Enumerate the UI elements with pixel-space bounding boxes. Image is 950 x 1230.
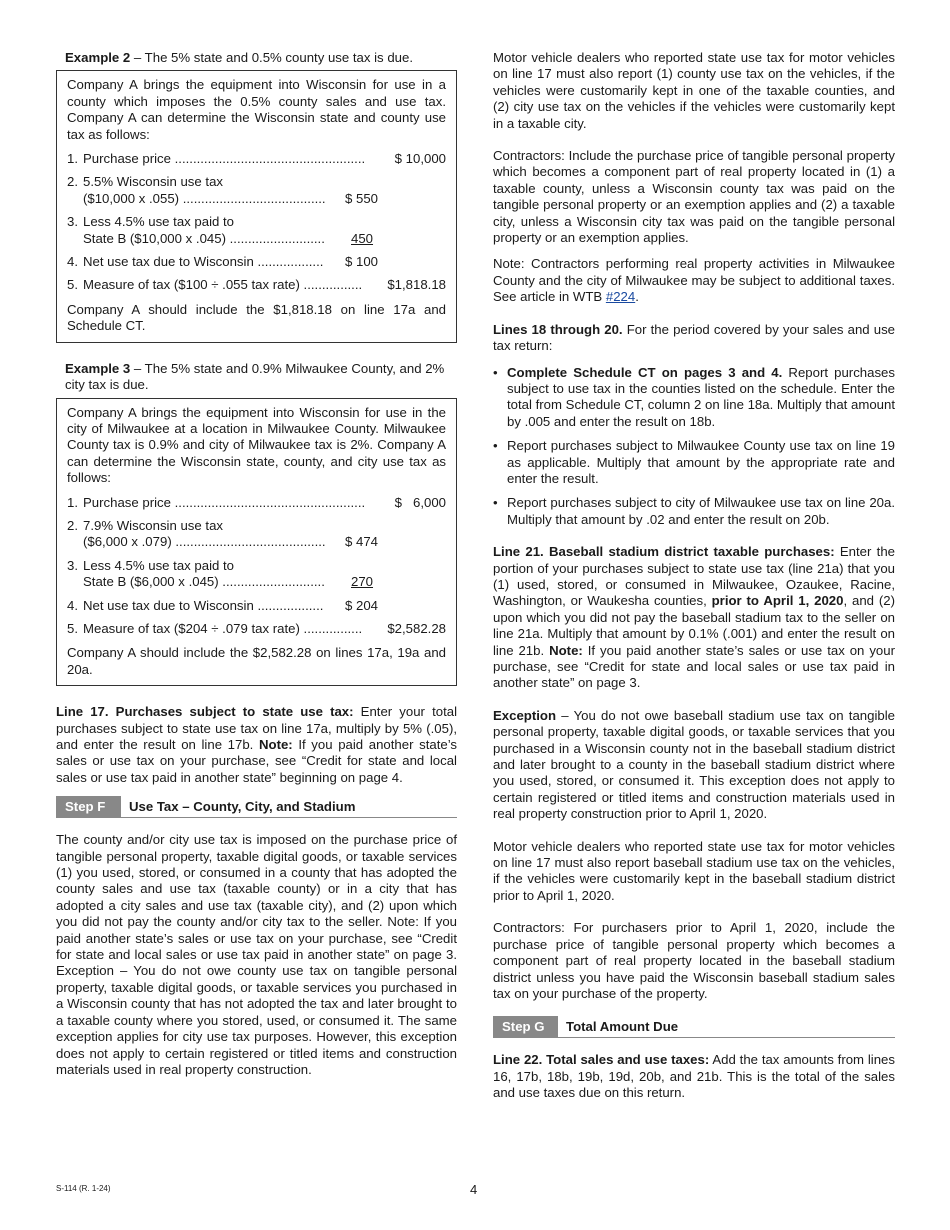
- contractors-note-paragraph: Note: Contractors performing real property activities in Milwaukee County and the city of Milwaukee may be subject to additional taxes. See article in WTB #224.: [493, 256, 895, 305]
- example-2-closing: Company A should include the $1,818.18 on line 17a and Schedule CT.: [67, 301, 446, 334]
- example-2-item-1: 1. Purchase price .................................................... $ 10,000: [67, 151, 446, 167]
- line-22-paragraph: Line 22. Total sales and use taxes: Add the tax amounts from lines 16, 17b, 18b, 19b, 19d, 20b, and 21b. This is the total of the sales and use taxes due on this return.: [493, 1052, 895, 1101]
- contractors-paragraph: Contractors: Include the purchase price of tangible personal property which becomes a component part of real property located in (1) a taxable county, unless a Wisconsin county tax was paid on the tangible personal property or an exemption applies and (2) a taxable city, unless a Wisconsin city tax was paid on the tangible personal property or an exemption applies.: [493, 148, 895, 246]
- form-number: S-114 (R. 1-24): [56, 1184, 111, 1193]
- line-17-paragraph: Line 17. Purchases subject to state use tax: Enter your total purchases subject to state use tax on line 17a, multiply by 5% (.05), and enter the result on line 17b. Note: If you paid another state’s sales or use tax on your purchase, see “Credit for state and local sales or use tax paid in another state” beginning on page 4.: [56, 704, 458, 785]
- lines-18-20-paragraph: Lines 18 through 20. For the period covered by your sales and use tax return:: [493, 321, 895, 354]
- step-g-tag: Step G: [493, 1016, 558, 1037]
- step-f-title: Use Tax – County, City, and Stadium: [121, 796, 355, 817]
- list-item: • Report purchases subject to Milwaukee County use tax on line 19 as applicable. Multiply that amount by the appropriate rate and enter the result.: [493, 438, 895, 487]
- example-3-intro: Company A brings the equipment into Wisconsin for use in the city of Milwaukee at a location in Milwaukee County. Milwaukee County tax is 0.9% and city of Milwaukee tax is 2%. Company A can determine the Wisconsin state, county, and city use tax as follows:: [67, 404, 446, 486]
- example-2-item-4: 4. Net use tax due to Wisconsin .................. $ 100: [67, 254, 379, 270]
- wtb-224-link[interactable]: #224: [605, 289, 636, 305]
- example-3-item-5: 5. Measure of tax ($204 ÷ .079 tax rate) ................ $2,582.28: [67, 620, 446, 636]
- example-3-box: [56, 398, 457, 687]
- left-column: [56, 50, 457, 1078]
- example-2-item-5: 5. Measure of tax ($100 ÷ .055 tax rate) ................ $1,818.18: [67, 277, 446, 293]
- step-f-header: [56, 796, 457, 818]
- step-g-header: [493, 1016, 895, 1038]
- example-2-item-2: 2. 5.5% Wisconsin use tax ($10,000 x .055) ....................................... $ 550: [67, 174, 379, 206]
- list-item: • Complete Schedule CT on pages 3 and 4. Report purchases subject to use tax in the counties listed on the schedule. Enter the total from Schedule CT, column 2 on line 18a. Multiply that amount by .005 and enter the result on 18b.: [493, 365, 895, 431]
- example-3-heading: Example 3 – The 5% state and 0.9% Milwaukee County, and 2% city tax is due.: [65, 360, 445, 393]
- example-3-item-3: 3. Less 4.5% use tax paid to State B ($6,000 x .045) ............................ 270: [67, 557, 374, 590]
- list-item: • Report purchases subject to city of Milwaukee use tax on line 20a. Multiply that amount by .02 and enter the result on 20b.: [493, 495, 895, 528]
- example-2-box: [56, 70, 457, 342]
- example-3-closing: Company A should include the $2,582.28 on lines 17a, 19a and 20a.: [67, 645, 446, 677]
- example-3-item-1: 1. Purchase price .................................................... $ 6,000: [67, 494, 446, 510]
- dealers-stadium-paragraph: Motor vehicle dealers who reported state use tax for motor vehicles on line 17 must also report baseball stadium use tax on the vehicles, if the vehicles were customarily kept in the baseball stadium district prior to April 1, 2020.: [493, 838, 895, 903]
- step-f-body: The county and/or city use tax is imposed on the purchase price of tangible personal property, taxable digital goods, or taxable services (1) you used, stored, or consumed in a county that has adopted the county sales and use tax (taxable county) or in a city that has adopted a city sales and use tax (taxable city), and (2) upon which you did not pay the county and/or city tax to the seller. Note: If you paid another state’s sales or use tax on your purchase, see “Credit for state and local sales or use tax paid in another state” on page 3. Exception – You do not owe county use tax on tangible personal property, taxable digital goods, or taxable services you purchased in a Wisconsin county that has not adopted the tax and later brought to a taxable county where you stored, used, or consumed it. The same exception applies for city use tax purposes. However, this exception does not apply to certain registered or titled items and construction materials used in real property construction.: [56, 832, 457, 1077]
- example-2-item-3: 3. Less 4.5% use tax paid to State B ($10,000 x .045) .......................... 450: [67, 214, 374, 246]
- example-3-item-2: 2. 7.9% Wisconsin use tax ($6,000 x .079) ......................................... $ 474: [67, 517, 379, 550]
- contractors-stadium-paragraph: Contractors: For purchasers prior to April 1, 2020, include the purchase price of tangible personal property which becomes a component part of real property located in the baseball stadium district unless you have paid the Wisconsin baseball stadium sales tax on your purchase of the property.: [493, 920, 895, 1001]
- example-2-intro: Company A brings the equipment into Wisconsin for use in a county which imposes the 0.5% county sales and use tax. Company A can determine the Wisconsin state and county use tax as follows:: [67, 77, 446, 142]
- line-21-paragraph: Line 21. Baseball stadium district taxable purchases: Enter the portion of your purchases subject to state use tax (line 21a) that you (1) used, stored, or consumed in Milwaukee, Ozaukee, Racine, Washington, or Waukesha counties, prior to April 1, 2020, and (2) upon which you did not pay the baseball stadium tax to the seller on line 21a. Multiply that amount by 0.1% (.001) and enter the result on line 21b. Note: If you paid another state’s sales or use tax on your purchase, see “Credit for state and local sales or use tax paid in another state” on page 3.: [493, 544, 896, 691]
- example-2-heading: Example 2 – The 5% state and 0.5% county use tax is due.: [65, 50, 413, 65]
- exception-paragraph: Exception – You do not owe baseball stadium use tax on tangible personal property, taxable digital goods, or taxable services that you purchased in a Wisconsin county not in the baseball stadium district and later brought to a county in the baseball stadium district where you used, stored, or consumed it. This exception does not apply to certain registered or titled items and construction materials used in real property construction prior to April 1, 2020.: [493, 707, 895, 822]
- dealers-county-city-paragraph: Motor vehicle dealers who reported state use tax for motor vehicles on line 17 must also report (1) county use tax on the vehicles, if the vehicles were customarily kept in one of the taxable counties, and (2) city use tax on the vehicles if the vehicles were customarily kept in a taxable city.: [493, 50, 895, 131]
- right-column: [493, 50, 895, 1102]
- page-number: 4: [470, 1182, 478, 1197]
- step-f-tag: Step F: [56, 796, 121, 817]
- example-3-item-4: 4. Net use tax due to Wisconsin .................. $ 204: [67, 597, 379, 613]
- lines-18-20-list: [493, 365, 895, 529]
- step-g-title: Total Amount Due: [558, 1016, 678, 1037]
